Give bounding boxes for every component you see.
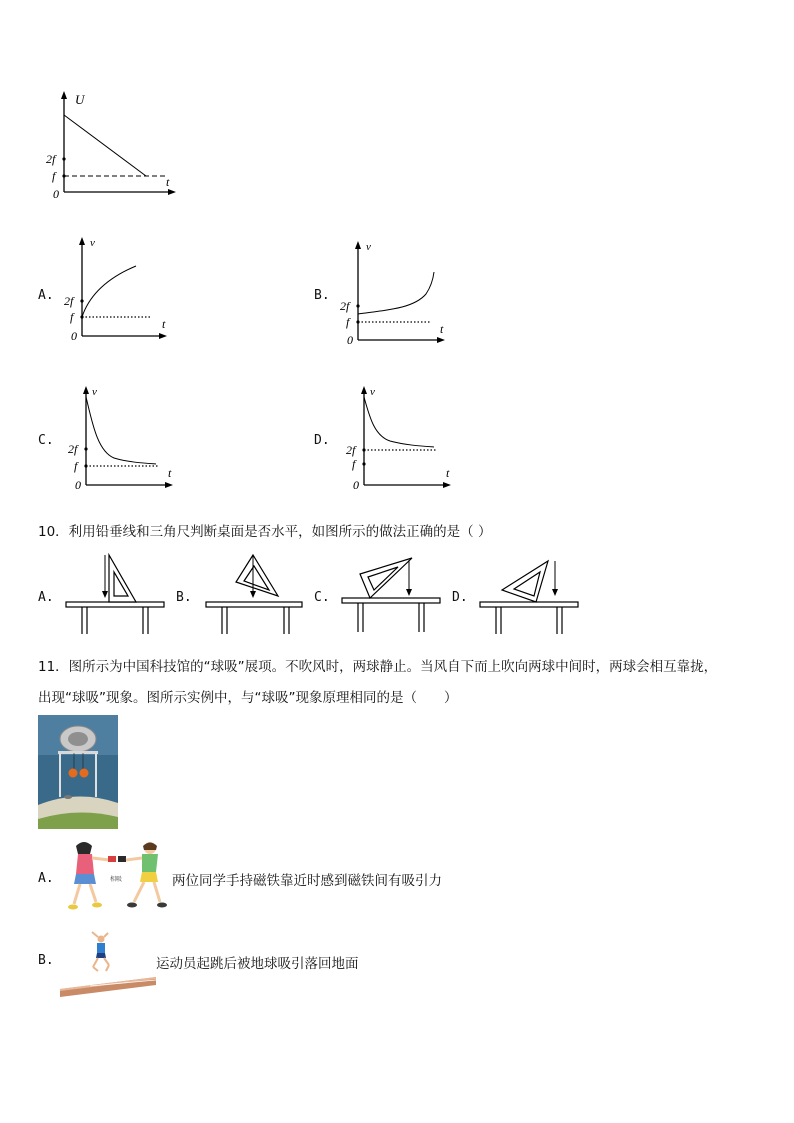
- svg-text:2f: 2f: [346, 443, 356, 457]
- x-label: t: [166, 175, 170, 189]
- q9-option-a-label[interactable]: A.: [38, 288, 54, 303]
- svg-text:f: f: [70, 310, 74, 324]
- ball-suction-exhibit-photo: [38, 715, 118, 829]
- svg-text:f: f: [352, 457, 356, 471]
- y-label: U: [75, 92, 85, 107]
- q10-option-d-label[interactable]: D.: [452, 590, 468, 605]
- svg-text:v: v: [90, 237, 95, 249]
- curve-c: [86, 397, 156, 464]
- svg-text:0: 0: [353, 478, 359, 492]
- q10-option-a-figure: [60, 548, 170, 638]
- curve-d: [364, 397, 434, 447]
- q10-option-c-label[interactable]: C.: [314, 590, 330, 605]
- q9-option-c-graph: [62, 381, 182, 493]
- q10-option-c-figure: [336, 548, 446, 638]
- q9-option-d-label[interactable]: D.: [314, 433, 330, 448]
- q9-option-b-label[interactable]: B.: [314, 288, 330, 303]
- svg-text:f: f: [74, 459, 78, 473]
- svg-text:0: 0: [71, 329, 77, 343]
- origin: 0: [53, 187, 59, 201]
- curve-a: [82, 266, 136, 317]
- q10-stem: 10．利用铅垂线和三角尺判断桌面是否水平，如图所示的做法正确的是（ ）: [38, 524, 492, 540]
- svg-text:t: t: [440, 322, 444, 336]
- q9-option-a-graph: [58, 232, 178, 344]
- athlete-jumping-image: [60, 931, 156, 997]
- svg-text:t: t: [162, 317, 166, 331]
- q10-option-d-figure: [474, 548, 584, 638]
- q11-option-a-label[interactable]: A.: [38, 871, 54, 886]
- q10-option-b-figure: [198, 548, 308, 638]
- q11-stem-line2: 出现“球吸”现象。图所示实例中，与“球吸”现象原理相同的是（ ）: [38, 690, 458, 706]
- svg-text:v: v: [366, 241, 371, 253]
- svg-text:2f: 2f: [64, 294, 74, 308]
- q11-option-b-text: 运动员起跳后被地球吸引落回地面: [156, 956, 359, 972]
- students-with-magnets-image: [66, 838, 168, 916]
- q11-stem-line1: 11．图所示为中国科技馆的“球吸”展项。不吹风时，两球静止。当风自下而上吹向两球中间时，两球会相互靠拢，: [38, 659, 718, 675]
- q10-option-a-label[interactable]: A.: [38, 590, 54, 605]
- q10-option-b-label[interactable]: B.: [176, 590, 192, 605]
- tick-2f: 2f: [46, 152, 56, 166]
- tick-f: f: [52, 169, 56, 183]
- svg-text:v: v: [92, 386, 97, 398]
- svg-text:2f: 2f: [68, 442, 78, 456]
- svg-text:0: 0: [75, 478, 81, 492]
- svg-text:0: 0: [347, 333, 353, 347]
- svg-text:t: t: [168, 466, 172, 480]
- q9-option-b-graph: [334, 236, 454, 348]
- svg-text:f: f: [346, 315, 350, 329]
- magnet-attract-tag: 相吸: [110, 876, 123, 883]
- q9-option-c-label[interactable]: C.: [38, 433, 54, 448]
- x-arrow: [168, 189, 176, 195]
- q11-option-b-label[interactable]: B.: [38, 953, 54, 968]
- svg-text:v: v: [370, 386, 375, 398]
- q11-option-a-text: 两位同学手持磁铁靠近时感到磁铁间有吸引力: [172, 873, 442, 889]
- svg-text:2f: 2f: [340, 299, 350, 313]
- y-arrow: [61, 91, 67, 99]
- main-ut-graph: [40, 88, 190, 203]
- svg-text:t: t: [446, 466, 450, 480]
- decreasing-line: [64, 115, 146, 176]
- q9-option-d-graph: [340, 381, 460, 493]
- curve-b: [358, 272, 434, 314]
